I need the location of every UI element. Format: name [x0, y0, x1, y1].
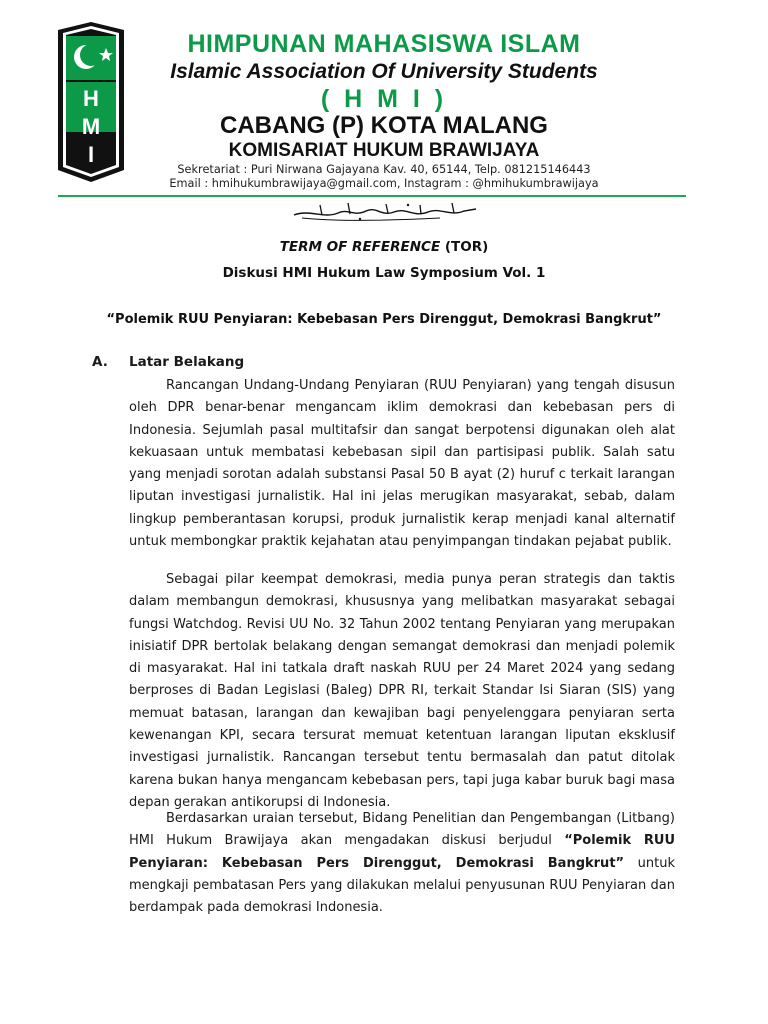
logo-letter-i: I: [87, 142, 95, 167]
org-name: HIMPUNAN MAHASISWA ISLAM: [187, 30, 581, 58]
logo-letter-h: H: [83, 86, 99, 111]
paragraph-1: Rancangan Undang-Undang Penyiaran (RUU Penyiaran) yang tengah disusun oleh DPR benar-benar mengancam iklim demokrasi dan kebebasan pers di Indonesia. Sejumlah pasal multitafsir dan sangat berpotensi digunakan oleh alat kekuasaan untuk membatasi kebebasan sipil dan partisipasi publik. Salah satu yang menjadi sorotan adalah substansi Pasal 50 B ayat (2) huruf c terkait larangan liputan investigasi jurnalistik. Hal ini jelas merugikan masyarakat, sebab, dalam lingkup pemberantasan korupsi, produk jurnalistik kerap menjadi kanal alternatif untuk membongkar praktik kejahatan atau penyimpangan tindakan pejabat publik.: [129, 378, 675, 550]
branch-name: CABANG (P) KOTA MALANG: [220, 112, 548, 139]
org-name-english: Islamic Association Of University Students: [170, 60, 598, 83]
section-title: Latar Belakang: [129, 354, 245, 370]
discussion-theme: “Polemik RUU Penyiaran: Kebebasan Pers Direnggut, Demokrasi Bangkrut”: [106, 312, 662, 327]
org-abbreviation: ( H M I ): [320, 85, 448, 113]
basmala-calligraphy: [290, 199, 480, 223]
section-number: A.: [92, 354, 108, 370]
header-divider: [58, 195, 686, 197]
logo-letter-m: M: [81, 114, 101, 139]
document-subtitle: Diskusi HMI Hukum Law Symposium Vol. 1: [222, 265, 546, 281]
contact-line: Email : hmihukumbrawijaya@gmail.com, Instagram : @hmihukumbrawijaya: [169, 177, 599, 190]
commissariat-name: KOMISARIAT HUKUM BRAWIJAYA: [228, 140, 540, 161]
discussion-title-bold: “Polemik RUU Penyiaran: Kebebasan Pers Direnggut, Demokrasi Bangkrut”: [129, 833, 675, 871]
paragraph-3: Berdasarkan uraian tersebut, Bidang Penelitian dan Pengembangan (Litbang) HMI Hukum Brawijaya akan mengadakan diskusi berjudul “Polemik RUU Penyiaran: Kebebasan Pers Direnggut, Demokrasi Bangkrut” untuk mengkaji pembatasan Pers yang dilakukan melalui penyusunan RUU Penyiaran dan berdampak pada demokrasi Indonesia.: [129, 811, 675, 916]
secretariat-address: Sekretariat : Puri Nirwana Gajayana Kav. 40, 65144, Telp. 081215146443: [177, 163, 591, 176]
document-title: TERM OF REFERENCE (TOR): [279, 239, 489, 255]
hmi-logo: [58, 22, 124, 182]
paragraph-2: Sebagai pilar keempat demokrasi, media punya peran strategis dan taktis dalam membangun demokrasi, khususnya yang melibatkan masyarakat sebagai fungsi Watchdog. Revisi UU No. 32 Tahun 2002 tentang Penyiaran yang merupakan inisiatif DPR bertolak belakang dengan semangat demokrasi dan menjadi polemik di masyarakat. Hal ini tatkala draft naskah RUU per 24 Maret 2024 yang sedang berproses di Badan Legislasi (Baleg) DPR RI, terkait Standar Isi Siaran (SIS) yang memuat batasan, larangan dan kewajiban bagi penyelenggara penyiaran serta kewenangan KPI, secara tersurat memuat ketentuan larangan liputan eksklusif investigasi jurnalistik. Rancangan tersebut tentu bermasalah dan patut ditolak karena bukan hanya mengancam kebebasan pers, tapi juga kabar buruk bagi masa depan gerakan antikorupsi di Indonesia.: [129, 572, 675, 810]
